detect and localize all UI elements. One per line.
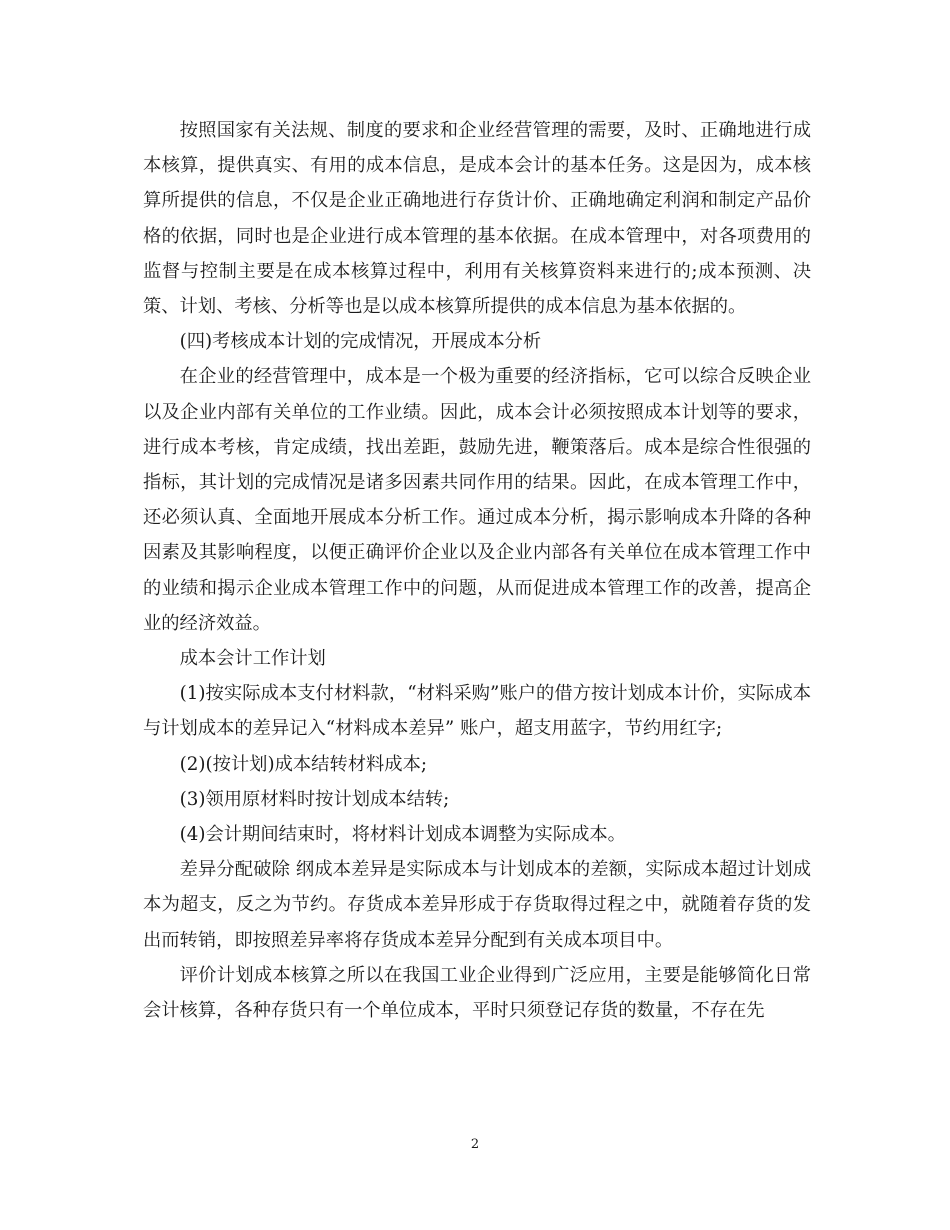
list-item-step-1: (1)按实际成本支付材料款，“材料采购”账户的借方按计划成本计价，实际成本与计划成本的差异记入“材料成本差异” 账户，超支用蓝字，节约用红字; xyxy=(143,683,811,740)
paragraph-evaluation: 评价计划成本核算之所以在我国工业企业得到广泛应用，主要是能够简化日常会计核算，各种存货只有一个单位成本，平时只须登记存货的数量，不存在先 xyxy=(143,964,811,1022)
page-number: 2 xyxy=(470,1137,480,1152)
paragraph-cost-analysis: 在企业的经营管理中，成本是一个极为重要的经济指标，它可以综合反映企业以及企业内部有关单位的工作业绩。因此，成本会计必须按照成本计划等的要求，进行成本考核，肯定成绩，找出差距，鼓励先进，鞭策落后。成本是综合性很强的指标，其计划的完成情况是诸多因素共同作用的结果。因此，在成本管理工作中，还必须认真、全面地开展成本分析工作。通过成本分析，揭示影响成本升降的各种因素及其影响程度，以便正确评价企业以及企业内部各有关单位在成本管理工作中的业绩和揭示企业成本管理工作中的问题，从而促进成本管理工作的改善，提高企业的经济效益。 xyxy=(143,366,811,634)
list-item-step-4: (4)会计期间结束时，将材料计划成本调整为实际成本。 xyxy=(179,824,626,846)
section-heading-work-plan: 成本会计工作计划 xyxy=(179,648,326,670)
paragraph-cost-accounting-task: 按照国家有关法规、制度的要求和企业经营管理的需要，及时、正确地进行成本核算，提供真实、有用的成本信息，是成本会计的基本任务。这是因为，成本核算所提供的信息，不仅是企业正确地进行存货计价、正确地确定利润和制定产品价格的依据，同时也是企业进行成本管理的基本依据。在成本管理中，对各项费用的监督与控制主要是在成本核算过程中，利用有关核算资料来进行的;成本预测、决策、计划、考核、分析等也是以成本核算所提供的成本信息为基本依据的。 xyxy=(143,120,811,318)
list-item-step-3: (3)领用原材料时按计划成本结转; xyxy=(179,788,450,810)
document-body xyxy=(143,113,811,1028)
section-heading-cost-analysis: (四)考核成本计划的完成情况，开展成本分析 xyxy=(179,331,542,353)
list-item-step-2: (2)(按计划)成本结转材料成本; xyxy=(179,753,428,775)
paragraph-variance-allocation: 差异分配破除 纲成本差异是实际成本与计划成本的差额，实际成本超过计划成本为超支，反之为节约。存货成本差异形成于存货取得过程之中，就随着存货的发出而转销，即按照差异率将存货成本差异分配到有关成本项目中。 xyxy=(143,859,811,951)
